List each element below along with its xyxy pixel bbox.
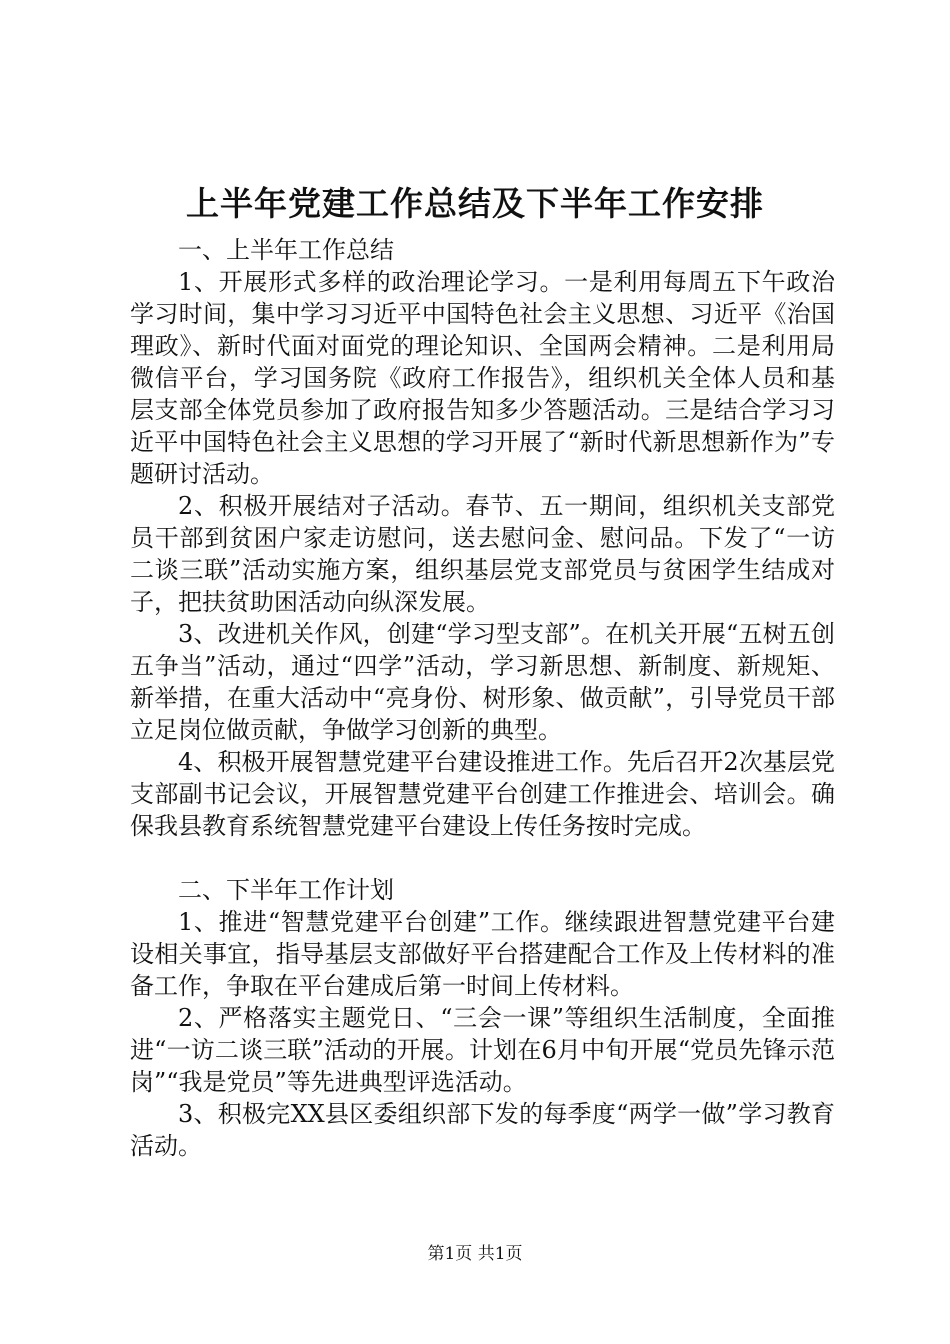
paragraph: 4、积极开展智慧党建平台建设推进工作。先后召开2次基层党支部副书记会议，开展智慧党建平台创建工作推进会、培训会。确保我县教育系统智慧党建平台建设上传任务按时完成。 — [130, 748, 835, 840]
page-footer: 第1页 共1页 — [427, 1244, 523, 1264]
document-body — [130, 234, 835, 1162]
paragraph: 3、改进机关作风，创建“学习型支部”。在机关开展“五树五创五争当”活动，通过“四学”活动，学习新思想、新制度、新规矩、新举措，在重大活动中“亮身份、树形象、做贡献”，引导党员干部立足岗位做贡献，争做学习创新的典型。 — [130, 620, 835, 744]
paragraph: 1、开展形式多样的政治理论学习。一是利用每周五下午政治学习时间，集中学习习近平中国特色社会主义思想、习近平《治国理政》、新时代面对面党的理论知识、全国两会精神。二是利用局微信平台，学习国务院《政府工作报告》，组织机关全体人员和基层支部全体党员参加了政府报告知多少答题活动。三是结合学习习近平中国特色社会主义思想的学习开展了“新时代新思想新作为”专题研讨活动。 — [130, 268, 835, 488]
paragraph: 2、严格落实主题党日、“三会一课”等组织生活制度，全面推进“一访二谈三联”活动的开展。计划在6月中旬开展“党员先锋示范岗”“我是党员”等先进典型评选活动。 — [130, 1004, 835, 1096]
paragraph: 2、积极开展结对子活动。春节、五一期间，组织机关支部党员干部到贫困户家走访慰问，送去慰问金、慰问品。下发了“一访二谈三联”活动实施方案，组织基层党支部党员与贫困学生结成对子，把扶贫助困活动向纵深发展。 — [130, 492, 835, 616]
document-title: 上半年党建工作总结及下半年工作安排 — [186, 184, 764, 223]
paragraph: 1、推进“智慧党建平台创建”工作。继续跟进智慧党建平台建设相关事宜，指导基层支部做好平台搭建配合工作及上传材料的准备工作，争取在平台建成后第一时间上传材料。 — [130, 908, 835, 1000]
section-heading-second-half: 二、下半年工作计划 — [178, 876, 394, 904]
paragraph: 3、积极完XX县区委组织部下发的每季度“两学一做”学习教育活动。 — [130, 1100, 835, 1160]
section-spacer — [130, 842, 835, 874]
section-heading-first-half: 一、上半年工作总结 — [178, 236, 394, 264]
